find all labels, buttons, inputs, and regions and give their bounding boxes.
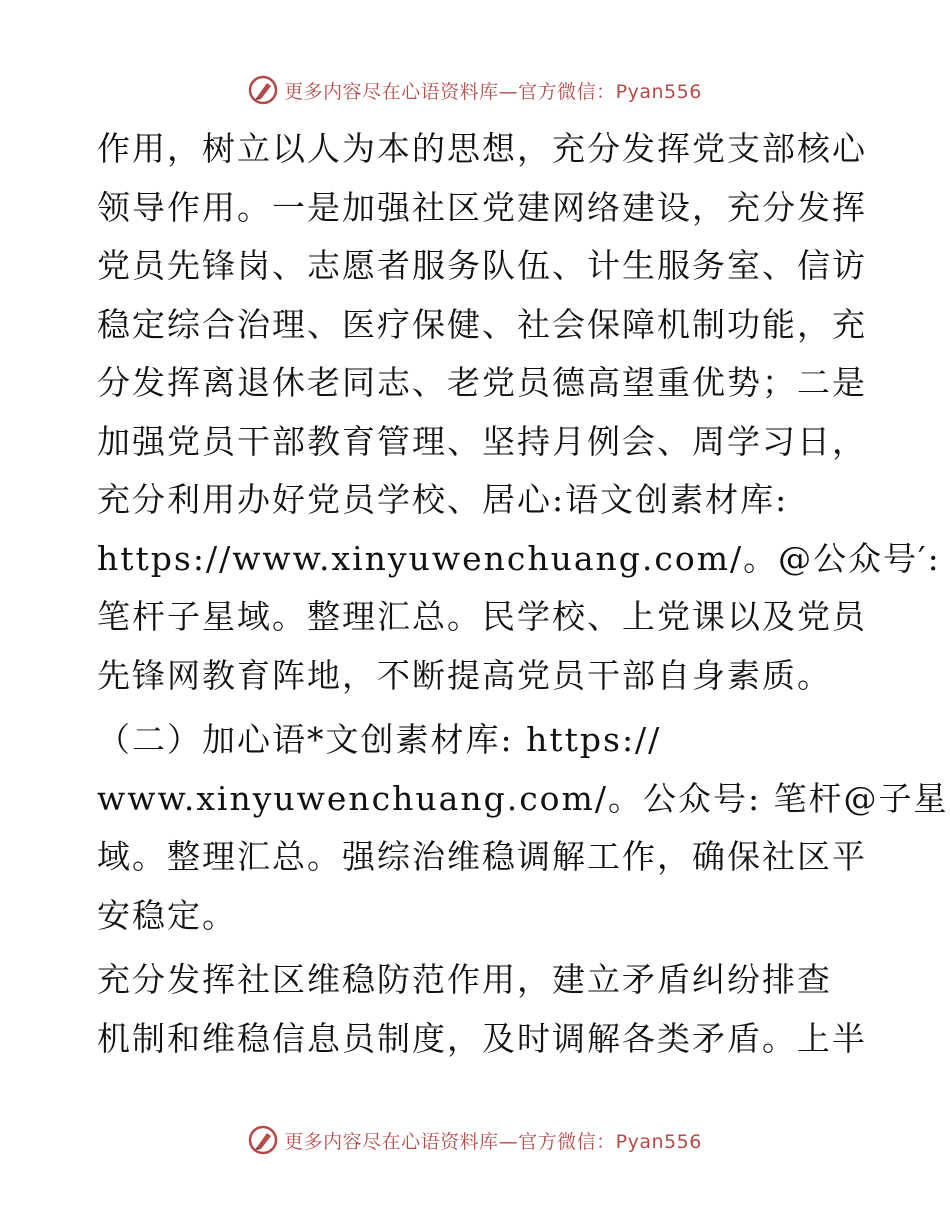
paragraph-3 (97, 951, 867, 1068)
pen-nib-logo-icon (248, 75, 278, 105)
pen-nib-logo-icon (248, 1125, 278, 1155)
text-line: https://www.xinyuwenchuang.com/。@公众号′: (97, 538, 941, 578)
text-line: www.xinyuwenchuang.com/。公众号: 笔杆@子星 (97, 778, 949, 818)
text-line: 笔杆子星域。整理汇总。民学校、上党课以及党员 (97, 597, 867, 636)
text-line: 加强党员干部教育管理、坚持月例会、周学习日， (97, 421, 867, 461)
header-banner (0, 72, 950, 108)
document-body (97, 120, 949, 1068)
text-line: 先锋网教育阵地，不断提高党员干部自身素质。 (97, 655, 832, 695)
text-line: 领导作用。一是加强社区党建网络建设，充分发挥 (97, 187, 867, 227)
paragraph-1 (97, 120, 941, 705)
text-line: 稳定综合治理、医疗保健、社会保障机制功能，充 (97, 304, 867, 344)
text-line: 充分发挥社区维稳防范作用，建立矛盾纠纷排查 (97, 960, 832, 999)
paragraph-2 (97, 711, 949, 945)
footer-banner-text: 更多内容尽在心语资料库—官方微信：Pyan556 (284, 1130, 702, 1153)
text-line: 作用，树立以人为本的思想，充分发挥党支部核心 (97, 129, 867, 168)
text-line: 分发挥离退休老同志、老党员德高望重优势；二是 (97, 363, 867, 402)
text-line: 党员先锋岗、志愿者服务队伍、计生服务室、信访 (97, 246, 867, 285)
text-line: 安稳定。 (97, 895, 237, 935)
header-banner-text: 更多内容尽在心语资料库—官方微信：Pyan556 (284, 80, 702, 103)
text-line: 域。整理汇总。强综治维稳调解工作，确保社区平 (97, 837, 867, 876)
text-line: 充分利用办好党员学校、居心:语文创素材库: (97, 480, 789, 519)
text-line: （二）加心语*文创素材库: https:// (97, 720, 662, 759)
footer-banner (0, 1122, 950, 1158)
text-line: 机制和维稳信息员制度，及时调解各类矛盾。上半 (97, 1018, 867, 1058)
